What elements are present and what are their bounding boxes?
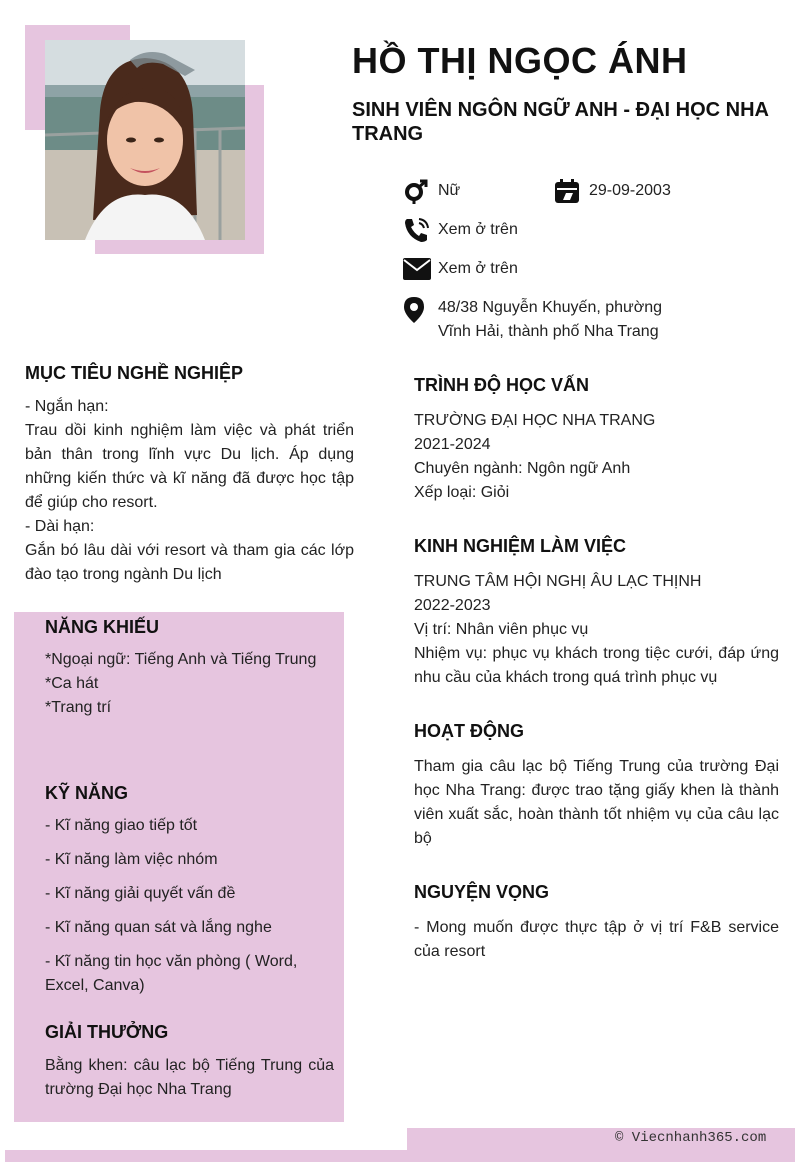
address-line-1: 48/38 Nguyễn Khuyến, phường: [438, 299, 663, 316]
gender-icon: [403, 178, 431, 206]
list-item: - Kĩ năng quan sát và lắng nghe: [45, 919, 272, 936]
education-grade: Xếp loại: Giỏi: [414, 484, 510, 501]
list-item: *Ca hát: [45, 675, 99, 692]
footer-copyright: © Viecnhanh365.com: [615, 1130, 767, 1146]
profile-photo: [45, 40, 245, 240]
candidate-name: HỒ THỊ NGỌC ÁNH: [352, 40, 688, 81]
aspiration-heading: NGUYỆN VỌNG: [414, 882, 550, 902]
objective-long-label: - Dài hạn:: [25, 518, 95, 535]
experience-position: Vị trí: Nhân viên phục vụ: [414, 621, 589, 638]
phone-value: Xem ở trên: [438, 221, 518, 238]
objective-short-text: Trau dồi kinh nghiệm làm việc và phát triển bản thân trong lĩnh vực Du lịch. Áp dụng những kiến thức và kĩ năng đã được học tập để giúp cho resort.: [25, 422, 354, 511]
list-item: - Kĩ năng làm việc nhóm: [45, 851, 218, 868]
education-period: 2021-2024: [414, 436, 491, 453]
phone-icon: [403, 217, 431, 245]
objective-long-text: Gắn bó lâu dài với resort và tham gia các lớp đào tạo trong ngành Du lịch: [25, 542, 354, 583]
education-heading: TRÌNH ĐỘ HỌC VẤN: [414, 375, 589, 395]
talents-heading: NĂNG KHIẾU: [45, 617, 160, 637]
awards-heading: GIẢI THƯỞNG: [45, 1022, 169, 1042]
objective-section: [25, 395, 354, 587]
awards-text: Bằng khen: câu lạc bộ Tiếng Trung của trường Đại học Nha Trang: [45, 1057, 334, 1098]
education-major: Chuyên ngành: Ngôn ngữ Anh: [414, 460, 631, 477]
birthday-value: 29-09-2003: [589, 182, 671, 199]
calendar-icon: [554, 178, 582, 206]
email-icon: [403, 257, 431, 285]
footer-strip: [5, 1150, 795, 1162]
list-item: *Ngoại ngữ: Tiếng Anh và Tiếng Trung: [45, 651, 317, 668]
objective-heading: MỤC TIÊU NGHỀ NGHIỆP: [25, 363, 244, 383]
experience-company: TRUNG TÂM HỘI NGHỊ ÂU LẠC THỊNH: [414, 573, 702, 590]
experience-heading: KINH NGHIỆM LÀM VIỆC: [414, 536, 627, 556]
list-item: *Trang trí: [45, 699, 112, 716]
skills-heading: KỸ NĂNG: [45, 783, 129, 803]
talents-list: [45, 648, 335, 720]
education-section: [414, 409, 779, 505]
experience-section: [414, 570, 779, 690]
experience-duty: Nhiệm vụ: phục vụ khách trong tiệc cưới, đáp ứng nhu cầu của khách trong quá trình phục vụ: [414, 645, 779, 686]
gender-value: Nữ: [438, 182, 461, 199]
candidate-title: SINH VIÊN NGÔN NGỮ ANH - ĐẠI HỌC NHA TRANG: [352, 99, 769, 145]
aspiration-text: - Mong muốn được thực tập ở vị trí F&B service của resort: [414, 919, 779, 960]
email-value: Xem ở trên: [438, 260, 518, 277]
list-item: - Kĩ năng giao tiếp tốt: [45, 817, 198, 834]
location-pin-icon: [403, 296, 431, 324]
education-school: TRƯỜNG ĐẠI HỌC NHA TRANG: [414, 412, 656, 429]
list-item: - Kĩ năng giải quyết vấn đề: [45, 885, 236, 902]
profile-photo-illustration: [45, 40, 245, 240]
activities-text: Tham gia câu lạc bộ Tiếng Trung của trường Đại học Nha Trang: được trao tặng giấy khen là thành viên xuất sắc, hoàn thành tốt nhiệm vụ của câu lạc bộ: [414, 758, 779, 847]
list-item: - Kĩ năng tin học văn phòng ( Word, Excel, Canva): [45, 953, 298, 994]
experience-period: 2022-2023: [414, 597, 491, 614]
address-line-2: Vĩnh Hải, thành phố Nha Trang: [438, 323, 659, 340]
objective-short-label: - Ngắn hạn:: [25, 398, 109, 415]
activities-heading: HOẠT ĐỘNG: [414, 721, 524, 741]
